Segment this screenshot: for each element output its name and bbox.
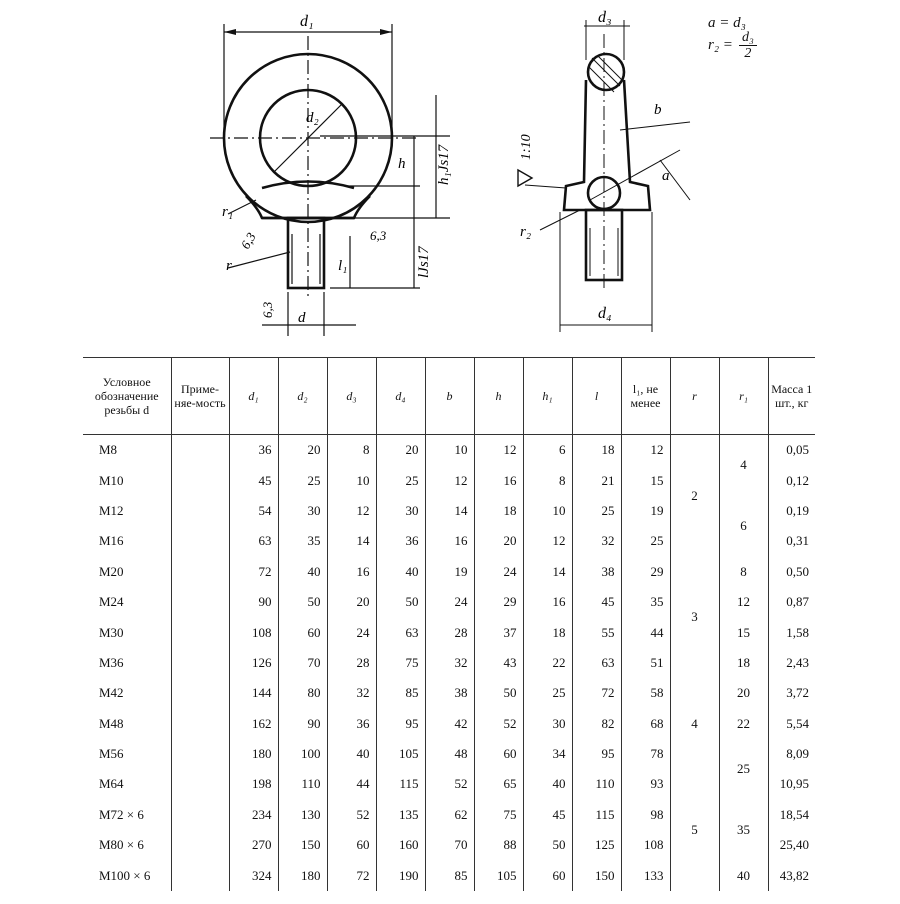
cell-usage: [171, 496, 229, 526]
cell-d4: 135: [376, 800, 425, 830]
cell-d2: 130: [278, 800, 327, 830]
cell-h: 20: [474, 526, 523, 556]
cell-d4: 75: [376, 648, 425, 678]
cell-d1: 45: [229, 465, 278, 495]
label-l-tol: lJs17: [416, 246, 432, 278]
cell-d3: 60: [327, 830, 376, 860]
cell-mass: 10,95: [768, 769, 815, 799]
cell-mass: 3,72: [768, 678, 815, 708]
cell-thread: М64: [99, 776, 124, 792]
cell-l1: 133: [621, 860, 670, 890]
cell-d4: 30: [376, 496, 425, 526]
cell-d1: 180: [229, 739, 278, 769]
cell-thread: М10: [99, 472, 124, 488]
cell-b: 14: [425, 496, 474, 526]
cell-h1: 16: [523, 587, 572, 617]
cell-l1: 58: [621, 678, 670, 708]
cell-usage: [171, 739, 229, 769]
formula-r2-fraction: [739, 30, 757, 61]
cell-usage: [171, 617, 229, 647]
cell-thread: М72 × 6: [99, 806, 144, 822]
label-roughness-3: 6,3: [260, 301, 275, 318]
cell-d2: 40: [278, 557, 327, 587]
cell-d3: 28: [327, 648, 376, 678]
cell-d1: 144: [229, 678, 278, 708]
label-d3: d₃: [598, 9, 612, 26]
formulas: [708, 12, 757, 61]
cell-d4: 63: [376, 617, 425, 647]
cell-h1: 45: [523, 800, 572, 830]
cell-l1: 29: [621, 557, 670, 587]
cell-d2: 50: [278, 587, 327, 617]
cell-d2: 110: [278, 769, 327, 799]
cell-b: 52: [425, 769, 474, 799]
formula-r2-denominator: 2: [744, 45, 752, 61]
cell-d3: 16: [327, 557, 376, 587]
cell-l1: 44: [621, 617, 670, 647]
cell-h: 12: [474, 435, 523, 466]
cell-h1: 8: [523, 465, 572, 495]
cell-b: 24: [425, 587, 474, 617]
table-row: [83, 435, 815, 466]
label-roughness-1: 6,3: [237, 229, 259, 252]
cell-r: 3: [670, 557, 719, 679]
label-r1: r₁: [222, 204, 234, 220]
cell-h1: 60: [523, 860, 572, 890]
cell-d3: 10: [327, 465, 376, 495]
cell-mass: 0,50: [768, 557, 815, 587]
cell-h: 18: [474, 496, 523, 526]
cell-d2: 100: [278, 739, 327, 769]
cell-b: 62: [425, 800, 474, 830]
cell-h: 52: [474, 709, 523, 739]
label-d1: d₁: [300, 13, 314, 30]
cell-d3: 44: [327, 769, 376, 799]
cell-d4: 25: [376, 465, 425, 495]
cell-usage: [171, 587, 229, 617]
cell-usage: [171, 769, 229, 799]
cell-thread: М36: [99, 654, 124, 670]
cell-d4: 50: [376, 587, 425, 617]
header-h: h: [474, 358, 523, 435]
cell-d4: 85: [376, 678, 425, 708]
cell-usage: [171, 860, 229, 890]
cell-l: 25: [572, 496, 621, 526]
cell-l1: 78: [621, 739, 670, 769]
cell-l: 95: [572, 739, 621, 769]
header-h1: h₁: [523, 358, 572, 435]
cell-d1: 90: [229, 587, 278, 617]
cell-l: 55: [572, 617, 621, 647]
cell-usage: [171, 465, 229, 495]
cell-thread: М56: [99, 746, 124, 762]
cell-d2: 180: [278, 860, 327, 890]
cell-l1: 35: [621, 587, 670, 617]
cell-d1: 63: [229, 526, 278, 556]
cell-r1: 18: [719, 648, 768, 678]
label-d4: d₄: [598, 305, 612, 322]
cell-l1: 25: [621, 526, 670, 556]
cell-usage: [171, 648, 229, 678]
cell-d2: 60: [278, 617, 327, 647]
cell-d1: 72: [229, 557, 278, 587]
cell-b: 16: [425, 526, 474, 556]
cell-b: 19: [425, 557, 474, 587]
header-l: l: [572, 358, 621, 435]
header-l1: l₁, не менее: [621, 358, 670, 435]
cell-mass: 1,58: [768, 617, 815, 647]
cell-l1: 108: [621, 830, 670, 860]
formula-r2-numerator: d₃: [739, 30, 757, 46]
cell-d4: 40: [376, 557, 425, 587]
cell-l: 82: [572, 709, 621, 739]
cell-l: 32: [572, 526, 621, 556]
cell-l: 21: [572, 465, 621, 495]
cell-h: 88: [474, 830, 523, 860]
cell-h: 16: [474, 465, 523, 495]
cell-mass: 5,54: [768, 709, 815, 739]
cell-thread: М20: [99, 563, 124, 579]
cell-h1: 12: [523, 526, 572, 556]
cell-d1: 324: [229, 860, 278, 890]
cell-mass: 25,40: [768, 830, 815, 860]
label-b: b: [654, 102, 662, 118]
cell-h: 43: [474, 648, 523, 678]
cell-thread: М100 × 6: [99, 867, 151, 883]
cell-d2: 30: [278, 496, 327, 526]
formula-r2: [708, 29, 757, 61]
cell-l: 38: [572, 557, 621, 587]
cell-d3: 32: [327, 678, 376, 708]
cell-b: 38: [425, 678, 474, 708]
cell-l: 18: [572, 435, 621, 466]
cell-b: 12: [425, 465, 474, 495]
cell-l1: 19: [621, 496, 670, 526]
cell-d2: 80: [278, 678, 327, 708]
cell-thread: М8: [99, 442, 118, 458]
cell-d2: 70: [278, 648, 327, 678]
cell-l1: 15: [621, 465, 670, 495]
cell-h: 37: [474, 617, 523, 647]
label-taper: 1:10: [519, 134, 534, 160]
cell-l1: 12: [621, 435, 670, 466]
cell-mass: 0,31: [768, 526, 815, 556]
label-r2: r₂: [520, 224, 532, 240]
cell-usage: [171, 830, 229, 860]
cell-r1: 22: [719, 709, 768, 739]
cell-r: 2: [670, 435, 719, 557]
cell-l: 45: [572, 587, 621, 617]
cell-d1: 126: [229, 648, 278, 678]
cell-mass: 0,87: [768, 587, 815, 617]
cell-d4: 190: [376, 860, 425, 890]
cell-r: 4: [670, 678, 719, 769]
header-usage: Приме-няе-мость: [171, 358, 229, 435]
cell-mass: 8,09: [768, 739, 815, 769]
cell-usage: [171, 709, 229, 739]
cell-r1: 25: [719, 739, 768, 800]
cell-r1: 40: [719, 860, 768, 890]
cell-d2: 150: [278, 830, 327, 860]
cell-h1: 14: [523, 557, 572, 587]
cell-d2: 90: [278, 709, 327, 739]
cell-h1: 50: [523, 830, 572, 860]
header-b: b: [425, 358, 474, 435]
header-mass: Масса 1 шт., кг: [768, 358, 815, 435]
cell-d1: 108: [229, 617, 278, 647]
formula-r2-lhs: r₂ =: [708, 37, 733, 53]
cell-h1: 18: [523, 617, 572, 647]
cell-r1: 8: [719, 557, 768, 587]
cell-r1: 6: [719, 496, 768, 557]
cell-b: 85: [425, 860, 474, 890]
label-d: d: [298, 310, 306, 326]
cell-b: 28: [425, 617, 474, 647]
table-body: [83, 435, 815, 891]
cell-d4: 160: [376, 830, 425, 860]
table-header-row: [83, 358, 815, 435]
cell-h1: 30: [523, 709, 572, 739]
cell-usage: [171, 435, 229, 466]
cell-usage: [171, 526, 229, 556]
label-a: a: [662, 168, 670, 184]
cell-d1: 36: [229, 435, 278, 466]
cell-h1: 22: [523, 648, 572, 678]
cell-b: 70: [425, 830, 474, 860]
cell-d3: 20: [327, 587, 376, 617]
cell-l: 72: [572, 678, 621, 708]
cell-d1: 162: [229, 709, 278, 739]
dimensions-table: [83, 357, 815, 891]
cell-thread: М16: [99, 533, 124, 549]
cell-usage: [171, 557, 229, 587]
cell-thread: М48: [99, 715, 124, 731]
header-r1: r₁: [719, 358, 768, 435]
header-r: r: [670, 358, 719, 435]
cell-l: 125: [572, 830, 621, 860]
cell-d1: 234: [229, 800, 278, 830]
cell-d3: 12: [327, 496, 376, 526]
cell-d2: 35: [278, 526, 327, 556]
cell-h1: 25: [523, 678, 572, 708]
cell-h: 60: [474, 739, 523, 769]
cell-d3: 8: [327, 435, 376, 466]
label-h: h: [398, 156, 406, 172]
cell-thread: М42: [99, 685, 124, 701]
cell-thread: М30: [99, 624, 124, 640]
label-d2: d₂: [306, 110, 319, 126]
label-l1: l₁: [338, 258, 348, 274]
cell-d3: 36: [327, 709, 376, 739]
cell-h: 105: [474, 860, 523, 890]
cell-b: 32: [425, 648, 474, 678]
cell-r1: 20: [719, 678, 768, 708]
table-row: [83, 557, 815, 587]
cell-d3: 40: [327, 739, 376, 769]
table-row: [83, 769, 815, 799]
cell-l: 110: [572, 769, 621, 799]
cell-d1: 54: [229, 496, 278, 526]
cell-d3: 52: [327, 800, 376, 830]
header-thread: Условное обозначение резьбы d: [83, 358, 171, 435]
cell-h1: 6: [523, 435, 572, 466]
dimensions-table-container: [83, 357, 815, 891]
cell-d1: 198: [229, 769, 278, 799]
cell-h: 65: [474, 769, 523, 799]
cell-h1: 10: [523, 496, 572, 526]
cell-d4: 95: [376, 709, 425, 739]
cell-l: 115: [572, 800, 621, 830]
cell-d2: 25: [278, 465, 327, 495]
header-d3: d₃: [327, 358, 376, 435]
cell-h: 75: [474, 800, 523, 830]
cell-d3: 72: [327, 860, 376, 890]
cell-r1: 4: [719, 435, 768, 496]
cell-mass: 0,19: [768, 496, 815, 526]
cell-d4: 36: [376, 526, 425, 556]
label-r: r: [226, 258, 232, 274]
cell-d2: 20: [278, 435, 327, 466]
cell-mass: 0,12: [768, 465, 815, 495]
cell-thread: М80 × 6: [99, 837, 144, 853]
cell-mass: 0,05: [768, 435, 815, 466]
cell-thread: М24: [99, 594, 124, 610]
cell-l1: 98: [621, 800, 670, 830]
cell-r: 5: [670, 769, 719, 891]
formula-a: a = d₃: [708, 15, 746, 31]
cell-h1: 34: [523, 739, 572, 769]
cell-r1: 35: [719, 800, 768, 861]
cell-b: 10: [425, 435, 474, 466]
label-roughness-2: 6,3: [370, 228, 387, 243]
label-h1-tol: h₁Js17: [436, 144, 452, 185]
cell-h: 29: [474, 587, 523, 617]
cell-h: 50: [474, 678, 523, 708]
cell-b: 48: [425, 739, 474, 769]
cell-mass: 18,54: [768, 800, 815, 830]
header-d2: d₂: [278, 358, 327, 435]
cell-r1: 15: [719, 617, 768, 647]
cell-thread: М12: [99, 502, 124, 518]
cell-mass: 43,82: [768, 860, 815, 890]
cell-l1: 93: [621, 769, 670, 799]
eye-bolt-drawing: [0, 0, 900, 350]
cell-usage: [171, 678, 229, 708]
cell-l1: 51: [621, 648, 670, 678]
cell-d3: 14: [327, 526, 376, 556]
cell-r1: 12: [719, 587, 768, 617]
cell-d4: 115: [376, 769, 425, 799]
header-d4: d₄: [376, 358, 425, 435]
cell-d4: 105: [376, 739, 425, 769]
cell-d1: 270: [229, 830, 278, 860]
cell-b: 42: [425, 709, 474, 739]
cell-l: 150: [572, 860, 621, 890]
cell-mass: 2,43: [768, 648, 815, 678]
cell-l1: 68: [621, 709, 670, 739]
cell-l: 63: [572, 648, 621, 678]
cell-h1: 40: [523, 769, 572, 799]
cell-h: 24: [474, 557, 523, 587]
cell-d3: 24: [327, 617, 376, 647]
header-d1: d₁: [229, 358, 278, 435]
cell-d4: 20: [376, 435, 425, 466]
cell-usage: [171, 800, 229, 830]
table-row: [83, 678, 815, 708]
